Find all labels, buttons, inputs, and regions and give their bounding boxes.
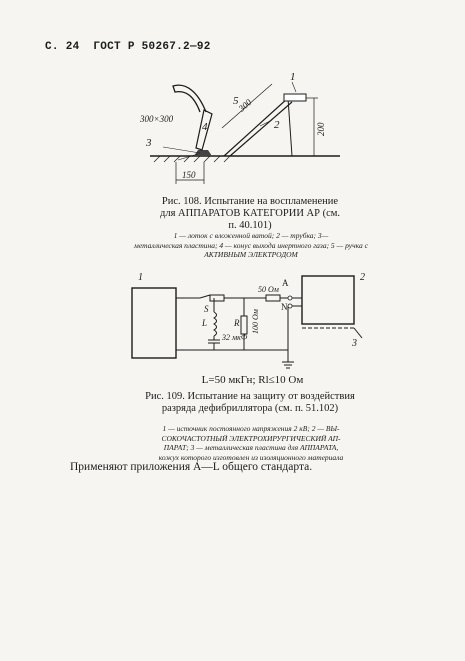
fig109-caption-line: Рис. 109. Испытание на защиту от воздействия <box>145 391 355 402</box>
fig109-params: L=50 мкГн; Rl≤10 Ом <box>201 374 304 386</box>
figure-109-circuit <box>126 266 376 372</box>
fig108-dim-150: 150 <box>182 170 196 180</box>
fig109-caption-line: разряда дефибриллятора (см. п. 51.102) <box>161 403 339 414</box>
fig109-caption <box>126 391 374 415</box>
fig108-dim-200: 200 <box>316 122 326 136</box>
fig109-label-2: 2 <box>360 272 365 283</box>
fig109-label-n: N <box>281 302 288 312</box>
fig108-legend-line: металлическая пластина; 4 — конус выхода инертного газа; 5 — ручка с АКТИВНЫМ ЭЛЕКТРОДОМ <box>134 240 368 259</box>
page-header <box>45 41 211 53</box>
fig109-legend <box>118 424 384 462</box>
fig108-label-5: 5 <box>233 95 239 107</box>
fig108-legend-line: 1 — лоток с вложенной ватой; 2 — трубка; 3— <box>173 231 329 240</box>
fig108-label-3: 3 <box>146 137 152 149</box>
fig109-legend-line: кожух которого изготовлен из изоляционного материала <box>158 452 344 462</box>
fig108-legend <box>120 231 382 260</box>
fig109-label-3: 3 <box>352 338 357 349</box>
fig109-legend-line: СОКОЧАСТОТНЫЙ ЭЛЕКТРОХИРУРГИЧЕСКИЙ АП- <box>161 433 341 443</box>
page-number: С. 24 <box>45 41 80 53</box>
fig109-label-1: 1 <box>138 272 143 283</box>
fig109-label-32-uf: 32 мкФ <box>222 333 248 342</box>
standard-code: ГОСТ Р 50267.2—92 <box>93 41 211 53</box>
fig108-label-4: 4 <box>202 121 208 133</box>
fig108-dim-300: 300 <box>236 97 254 114</box>
fig108-size-label: 300×300 <box>140 114 174 124</box>
fig109-label-l: L <box>202 318 208 328</box>
fig109-label-100-ohm: 100 Ом <box>251 309 260 334</box>
fig108-caption-line: для АППАРАТОВ КАТЕГОРИИ АР (см. <box>160 208 340 219</box>
footer-text: Применяют приложения А—L общего стандарта. <box>70 461 313 473</box>
fig109-label-s: S <box>204 304 209 314</box>
figure-108-drawing <box>140 70 340 190</box>
fig109-label-a: A <box>282 278 289 288</box>
fig109-legend-line: 1 — источник постоянного напряжения 2 кВ; 2 — ВЫ- <box>162 424 340 433</box>
fig108-label-2: 2 <box>274 119 280 131</box>
fig109-label-50-ohm: 50 Ом <box>258 285 279 294</box>
fig108-label-1: 1 <box>290 71 296 83</box>
fig109-label-r: R <box>234 318 240 328</box>
fig108-caption-line: п. 40.101) <box>228 220 272 231</box>
fig108-caption-line: Рис. 108. Испытание на воспламенение <box>161 196 339 207</box>
fig108-caption <box>126 196 374 232</box>
fig109-legend-line: ПАРАТ; 3 — металлическая пластина для АППАРАТА, <box>163 443 339 452</box>
